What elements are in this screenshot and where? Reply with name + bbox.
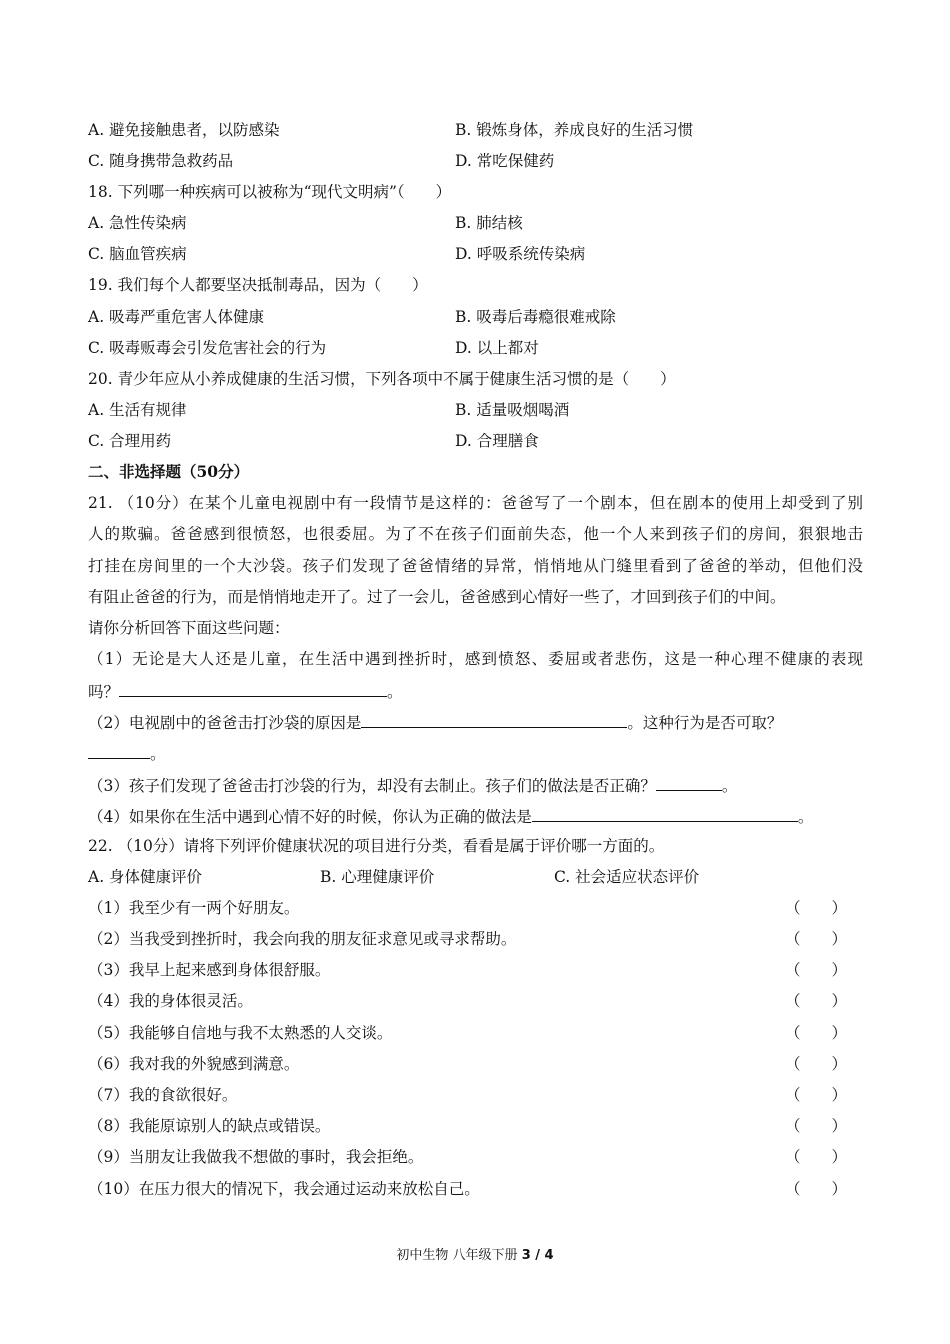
- q18-option-a: A. 急性传染病: [88, 214, 187, 232]
- q21-sub1-answer-blank[interactable]: [119, 680, 387, 697]
- q22-answer-paren[interactable]: （ ）: [784, 1055, 847, 1073]
- q21-sub3: [88, 774, 863, 796]
- q20-stem: 20. 青少年应从小养成健康的生活习惯，下列各项中不属于健康生活习惯的是（ ）: [88, 370, 676, 388]
- q22-item: [88, 1147, 863, 1167]
- q21-sub1-suffix: 。: [387, 683, 403, 701]
- section-2-title: 二、非选择题（50分）: [88, 462, 250, 481]
- q22-stem: 22. （10分）请将下列评价健康状况的项目进行分类，看看是属于评价哪一方面的。: [88, 837, 665, 855]
- q21-sub2-line-2: [88, 742, 863, 764]
- q22-answer-paren[interactable]: （ ）: [784, 1024, 847, 1042]
- q22-item-text: （1）我至少有一两个好朋友。: [88, 899, 300, 917]
- q19-option-c: C. 吸毒贩毒会引发危害社会的行为: [88, 339, 327, 357]
- q21-sub1-line-2: [88, 680, 863, 702]
- q17-option-a: A. 避免接触患者，以防感染: [88, 121, 280, 139]
- q21-sub3-prefix: （3）孩子们发现了爸爸击打沙袋的行为，却没有去制止。孩子们的做法是否正确？: [88, 777, 656, 795]
- q20-option-d: D. 合理膳食: [455, 432, 539, 450]
- q21-sub1-prefix: 吗？: [88, 683, 120, 701]
- q21-sub2-answer-blank-1[interactable]: [361, 711, 627, 728]
- q22-item: [88, 1179, 863, 1199]
- q21-prompt: 请你分析回答下面这些问题：: [88, 619, 290, 637]
- q19-option-a: A. 吸毒严重危害人体健康: [88, 308, 265, 326]
- q22-item-text: （9）当朋友让我做我不想做的事时，我会拒绝。: [88, 1148, 424, 1166]
- q22-category-a: A. 身体健康评价: [88, 868, 203, 886]
- q20-option-a: A. 生活有规律: [88, 401, 187, 419]
- q22-item: [88, 991, 863, 1011]
- footer-page-number: 3 / 4: [521, 1248, 554, 1263]
- q17-option-b: B. 锻炼身体，养成良好的生活习惯: [455, 121, 694, 139]
- q19-stem: 19. 我们每个人都要坚决抵制毒品，因为（ ）: [88, 276, 428, 294]
- q22-item-text: （10）在压力很大的情况下，我会通过运动来放松自己。: [88, 1180, 480, 1198]
- q18-stem: 18. 下列哪一种疾病可以被称为“现代文明病”（ ）: [88, 183, 452, 201]
- q20-option-b: B. 适量吸烟喝酒: [455, 401, 570, 419]
- q22-item: [88, 929, 863, 949]
- q22-answer-paren[interactable]: （ ）: [784, 992, 847, 1010]
- q22-answer-paren[interactable]: （ ）: [784, 1180, 847, 1198]
- q22-item-text: （3）我早上起来感到身体很舒服。: [88, 961, 331, 979]
- q21-sub4-answer-blank[interactable]: [532, 805, 798, 822]
- q19-option-b: B. 吸毒后毒瘾很难戒除: [455, 308, 616, 326]
- q22-category-c: C. 社会适应状态评价: [554, 868, 700, 886]
- q22-item-text: （6）我对我的外貌感到满意。: [88, 1055, 300, 1073]
- footer-course-label: 初中生物 八年级下册: [396, 1248, 522, 1263]
- q17-option-d: D. 常吃保健药: [455, 152, 555, 170]
- q18-option-b: B. 肺结核: [455, 214, 523, 232]
- q22-item: [88, 1116, 863, 1136]
- q22-item-text: （5）我能够自信地与我不太熟悉的人交谈。: [88, 1024, 393, 1042]
- q20-option-c: C. 合理用药: [88, 432, 172, 450]
- q22-answer-paren[interactable]: （ ）: [784, 899, 847, 917]
- q21-sub3-suffix: 。: [721, 777, 738, 795]
- q21-paragraph-line-4: 有阻止爸爸的行为，而是悄悄地走开了。过了一会儿，爸爸感到心情好一些了，才回到孩子们的中间。: [88, 588, 786, 606]
- page-footer: [0, 1247, 950, 1265]
- q18-option-c: C. 脑血管疾病: [88, 245, 187, 263]
- q17-option-c: C. 随身携带急救药品: [88, 152, 234, 170]
- q22-item: [88, 1054, 863, 1074]
- q22-answer-paren[interactable]: （ ）: [784, 1148, 847, 1166]
- q22-item-text: （2）当我受到挫折时，我会向我的朋友征求意见或寻求帮助。: [88, 930, 517, 948]
- q22-answer-paren[interactable]: （ ）: [784, 961, 847, 979]
- q21-sub4: [88, 805, 863, 827]
- q22-item: [88, 960, 863, 980]
- q21-sub3-answer-blank[interactable]: [656, 774, 722, 791]
- q21-paragraph-line-3: 打挂在房间里的一个大沙袋。孩子们发现了爸爸情绪的异常，悄悄地从门缝里看到了爸爸的举动，但他们没: [88, 557, 863, 575]
- q21-sub4-suffix: 。: [797, 808, 814, 826]
- q22-answer-paren[interactable]: （ ）: [784, 1086, 847, 1104]
- q22-category-b: B. 心理健康评价: [320, 868, 435, 886]
- q21-paragraph-line-1: 21. （10分）在某个儿童电视剧中有一段情节是这样的：爸爸写了一个剧本，但在剧本的使用上却受到了别: [88, 494, 863, 512]
- q22-answer-paren[interactable]: （ ）: [784, 1117, 847, 1135]
- q22-item: [88, 1085, 863, 1105]
- q22-item-text: （7）我的食欲很好。: [88, 1086, 238, 1104]
- q21-sub2-answer-blank-2[interactable]: [88, 742, 150, 759]
- q21-sub2-prefix: （2）电视剧中的爸爸击打沙袋的原因是: [88, 714, 362, 732]
- q22-item: [88, 1023, 863, 1043]
- q18-option-d: D. 呼吸系统传染病: [455, 245, 586, 263]
- q22-item-text: （4）我的身体很灵活。: [88, 992, 253, 1010]
- q22-item-text: （8）我能原谅别人的缺点或错误。: [88, 1117, 331, 1135]
- q21-sub2-line-1: [88, 711, 863, 733]
- q21-sub1-line-1: （1）无论是大人还是儿童，在生活中遇到挫折时，感到愤怒、委屈或者悲伤，这是一种心理不健康的表现: [88, 650, 863, 668]
- q21-sub2-question: 。这种行为是否可取？: [627, 714, 783, 732]
- q21-sub2-suffix: 。: [150, 745, 166, 763]
- q21-paragraph-line-2: 人的欺骗。爸爸感到很愤怒，也很委屈。为了不在孩子们面前失态，他一个人来到孩子们的房间，狠狠地击: [88, 525, 863, 543]
- q19-option-d: D. 以上都对: [455, 339, 539, 357]
- q22-item: [88, 898, 863, 918]
- q21-sub4-prefix: （4）如果你在生活中遇到心情不好的时候，你认为正确的做法是: [88, 808, 532, 826]
- q22-answer-paren[interactable]: （ ）: [784, 930, 847, 948]
